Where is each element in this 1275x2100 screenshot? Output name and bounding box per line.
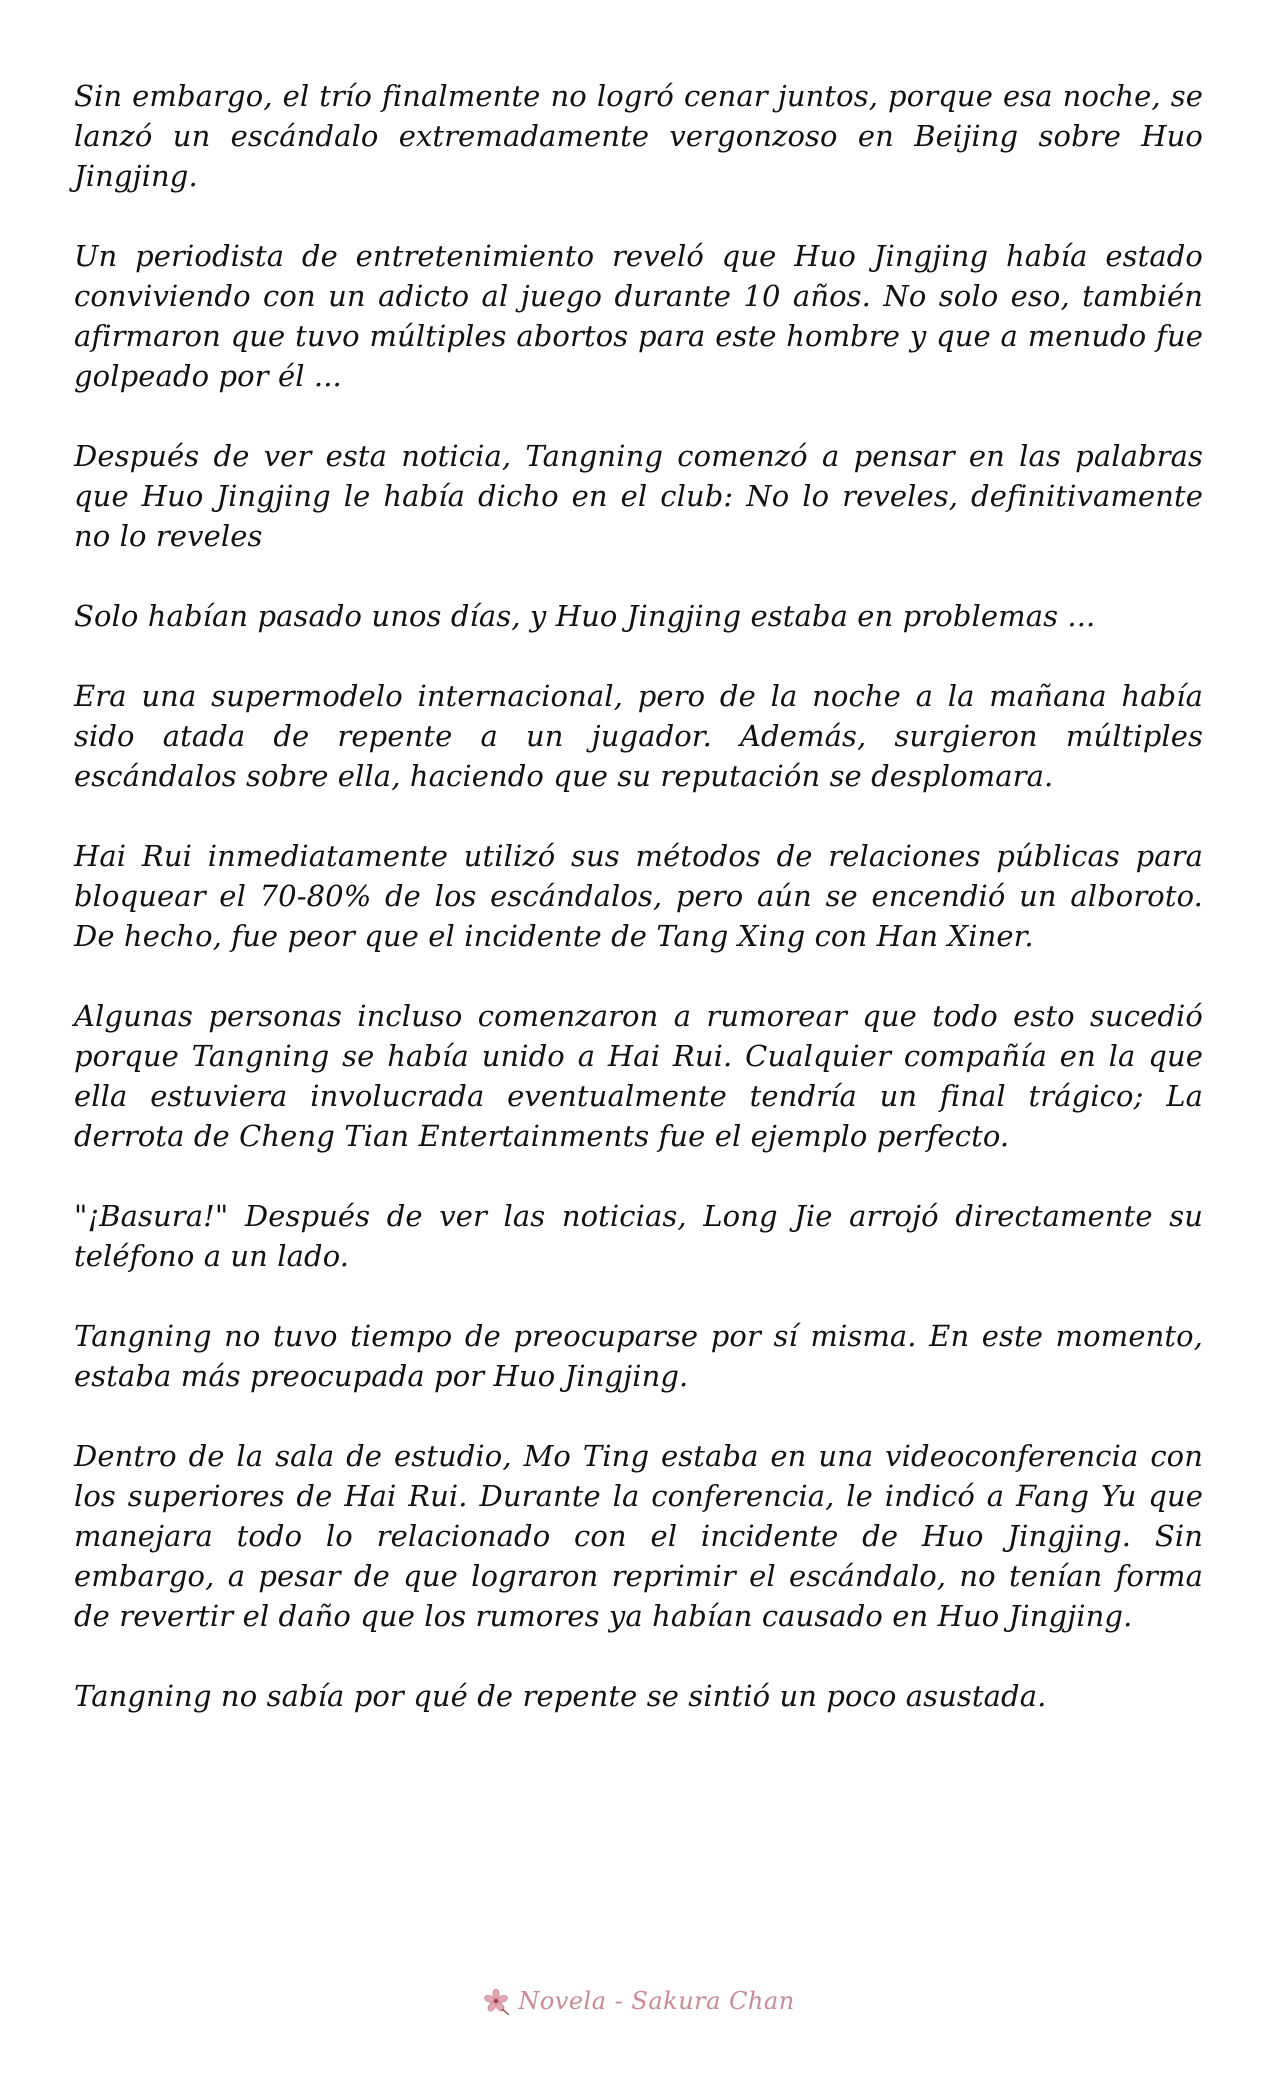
paragraph-7: Algunas personas incluso comenzaron a rumorear que todo esto sucedió porque Tangning se había unido a Hai Rui. Cualquier compañía en la que ella estuviera involucrada eventualmente tendría un final trágico; La derrota de Cheng Tian Entertainments fue el ejemplo perfecto. <box>74 999 1203 1153</box>
paragraph-4: Solo habían pasado unos días, y Huo Jingjing estaba en problemas ... <box>74 599 1096 633</box>
paragraph-6: Hai Rui inmediatamente utilizó sus métodos de relaciones públicas para bloquear el 70-80% de los escándalos, pero aún se encendió un alboroto. De hecho, fue peor que el incidente de Tang Xing con Han Xiner. <box>74 839 1203 953</box>
paragraph-3: Después de ver esta noticia, Tangning comenzó a pensar en las palabras que Huo Jingjing le había dicho en el club: No lo reveles, definitivamente no lo reveles <box>74 439 1203 553</box>
sakura-flower-icon <box>480 1985 512 2017</box>
paragraph-1: Sin embargo, el trío finalmente no logró cenar juntos, porque esa noche, se lanzó un escándalo extremadamente vergonzoso en Beijing sobre Huo Jingjing. <box>74 79 1203 193</box>
paragraph-2: Un periodista de entretenimiento reveló que Huo Jingjing había estado conviviendo con un adicto al juego durante 10 años. No solo eso, también afirmaron que tuvo múltiples abortos para este hombre y que a menudo fue golpeado por él ... <box>74 239 1203 393</box>
paragraph-8: "¡Basura!" Después de ver las noticias, Long Jie arrojó directamente su teléfono a un lado. <box>74 1199 1203 1273</box>
watermark <box>0 1985 1275 2017</box>
paragraph-10: Dentro de la sala de estudio, Mo Ting estaba en una videoconferencia con los superiores de Hai Rui. Durante la conferencia, le indicó a Fang Yu que manejara todo lo relacionado con el incidente de Huo Jingjing. Sin embargo, a pesar de que lograron reprimir el escándalo, no tenían forma de revertir el daño que los rumores ya habían causado en Huo Jingjing. <box>74 1439 1203 1633</box>
paragraph-9: Tangning no tuvo tiempo de preocuparse por sí misma. En este momento, estaba más preocupada por Huo Jingjing. <box>74 1319 1203 1393</box>
paragraph-11: Tangning no sabía por qué de repente se sintió un poco asustada. <box>74 1679 1047 1713</box>
watermark-text: Novela - Sakura Chan <box>518 1987 795 2015</box>
paragraph-5: Era una supermodelo internacional, pero de la noche a la mañana había sido atada de repente a un jugador. Además, surgieron múltiples escándalos sobre ella, haciendo que su reputación se desplomara. <box>74 679 1203 793</box>
